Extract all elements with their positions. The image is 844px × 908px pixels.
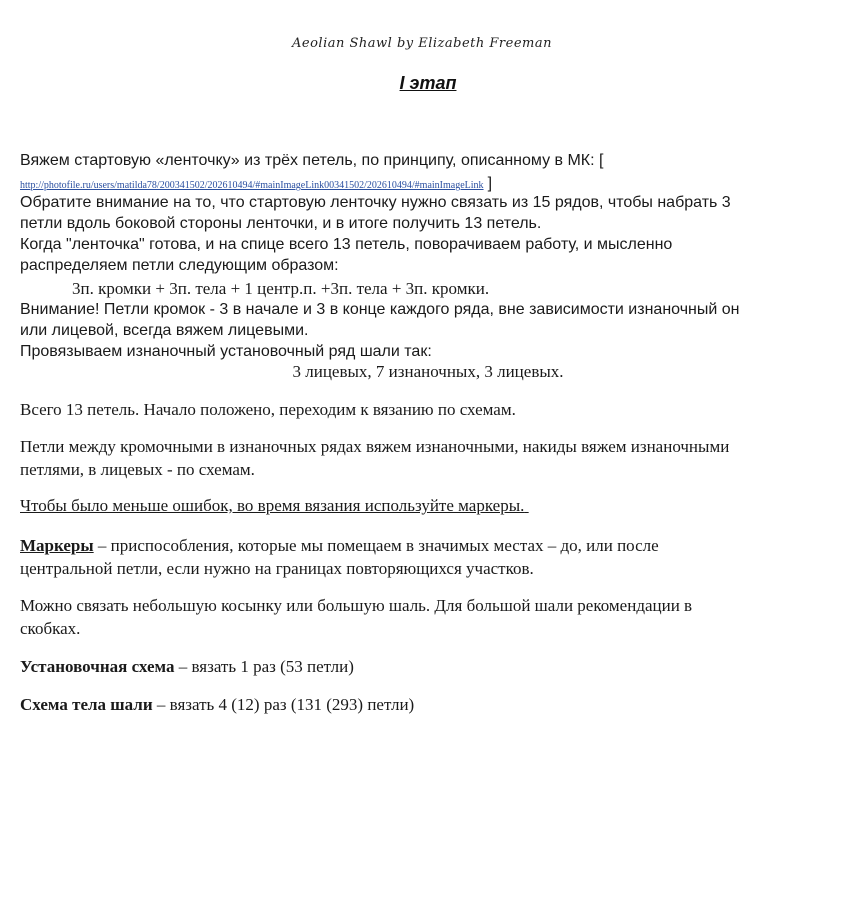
text-line: скобках. [20,619,81,638]
intro-text: Вяжем стартовую «ленточку» из трёх петель, по принципу, описанному в МК: [ [20,152,604,169]
text-line: петли вдоль боковой стороны ленточки, и в итоге получить 13 петель. [20,215,542,232]
text-line: Можно связать небольшую косынку или большую шаль. Для большой шали рекомендации в [20,596,693,615]
text-line: Когда "ленточка" готова, и на спице всего 13 петель, поворачиваем работу, и мысленно [20,236,673,253]
text-line: Провязываем изнаночный установочный ряд шали так: [20,343,432,360]
author-line: Aeolian Shawl by Elizabeth Freeman [292,36,552,51]
setup-row-detail: 3 лицевых, 7 изнаночных, 3 лицевых. [292,362,564,381]
body-chart-term: Схема тела шали [20,695,153,714]
photofile-link[interactable]: http://photofile.ru/users/matilda78/200341502/202610494/#mainImageLink00341502/202610494/#mainImageLink [20,180,484,191]
setup-chart-rest: – вязать 1 раз (53 петли) [174,657,354,676]
intro-line [20,150,820,171]
stitch-distribution: 3п. кромки + 3п. тела + 1 центр.п. +3п. тела + 3п. кромки. [72,279,490,298]
text-line: центральной петли, если нужно на границах повторяющихся участков. [20,559,534,578]
text-line: петлями, в лицевых - по схемам. [20,460,255,479]
markers-definition [20,534,820,580]
markers-tip [20,494,820,517]
text-line: распределяем петли следующим образом: [20,257,339,274]
size-paragraph [20,594,820,640]
text-line: Внимание! Петли кромок - 3 в начале и 3 в конце каждого ряда, вне зависимости изнаночный он [20,301,740,318]
setup-chart-term: Установочная схема [20,657,175,676]
bracket-close: ] [487,175,493,192]
link-line [20,173,820,194]
text-line: Обратите внимание на то, что стартовую ленточку нужно связать из 15 рядов, чтобы набрать 3 [20,194,731,211]
body-chart-line [20,693,820,716]
body-chart-rest: – вязать 4 (12) раз (131 (293) петли) [152,695,415,714]
paragraph-ribbon-rows [20,192,820,276]
edge-note [20,299,820,362]
markers-term: Маркеры [20,536,94,555]
markers-tip-text: Чтобы было меньше ошибок, во время вязания используйте маркеры. [20,496,525,515]
text-line: Петли между кромочными в изнаночных рядах вяжем изнаночными, накиды вяжем изнаночными [20,437,730,456]
text-line: – приспособления, которые мы помещаем в значимых местах – до, или после [93,536,659,555]
text-line: или лицевой, всегда вяжем лицевыми. [20,322,309,339]
purl-rows-paragraph [20,435,820,481]
setup-chart-line [20,655,820,678]
stage-title: I этап [399,73,457,93]
total-stitches: Всего 13 петель. Начало положено, переходим к вязанию по схемам. [20,400,516,419]
